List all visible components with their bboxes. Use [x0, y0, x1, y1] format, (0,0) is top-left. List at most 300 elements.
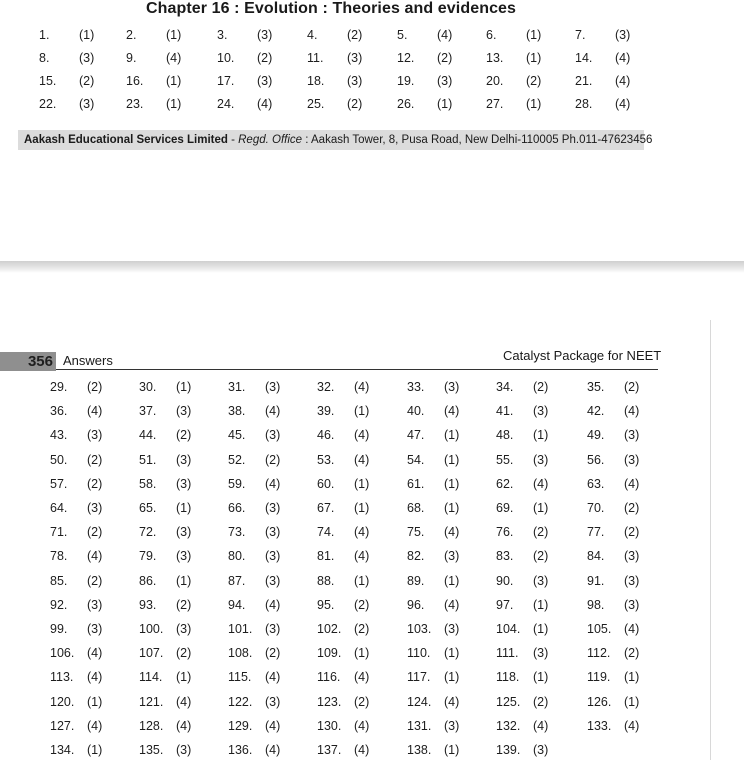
- question-number: 3.: [217, 28, 228, 42]
- answer-cell: [307, 28, 363, 42]
- answer-cell: [397, 51, 453, 65]
- answer-cell: [139, 549, 192, 564]
- question-number: 97.: [496, 597, 514, 612]
- answer-cell: [496, 694, 549, 709]
- question-number: 84.: [587, 549, 605, 564]
- answer-cell: [397, 28, 453, 42]
- answer-option: (2): [87, 452, 103, 467]
- answer-cell: [139, 694, 192, 709]
- question-number: 74.: [317, 525, 335, 540]
- question-number: 78.: [50, 549, 68, 564]
- publisher-footer: [18, 130, 653, 150]
- answer-cell: [217, 97, 273, 111]
- answer-option: (3): [624, 597, 640, 612]
- answer-cell: [39, 97, 95, 111]
- answer-option: (3): [265, 694, 281, 709]
- answer-option: (1): [176, 501, 192, 515]
- chapter-title: Chapter 16 : Evolution : Theories and evidences: [145, 0, 517, 17]
- answer-option: (3): [265, 380, 281, 394]
- question-number: 26.: [397, 97, 415, 111]
- question-number: 50.: [50, 452, 68, 467]
- question-number: 46.: [317, 428, 335, 443]
- answer-option: (4): [437, 28, 453, 42]
- answer-option: (3): [265, 573, 281, 588]
- answer-option: (3): [79, 51, 95, 65]
- answer-cell: [587, 646, 640, 661]
- question-number: 71.: [50, 525, 68, 540]
- question-number: 135.: [139, 743, 164, 757]
- package-label: Catalyst Package for NEET: [503, 348, 662, 363]
- question-number: 25.: [307, 97, 325, 111]
- question-number: 118.: [496, 670, 520, 685]
- question-number: 124.: [407, 694, 432, 709]
- footer-address: : Aakash Tower, 8, Pusa Road, New Delhi-110005 Ph.011-47623456: [302, 134, 653, 146]
- question-number: 86.: [139, 573, 157, 588]
- answer-option: (2): [265, 646, 281, 661]
- answer-option: (3): [624, 452, 640, 467]
- answer-cell: [139, 404, 192, 419]
- question-number: 4.: [307, 28, 318, 42]
- answer-cell: [228, 646, 281, 661]
- question-number: 130.: [317, 718, 342, 733]
- answer-option: (3): [265, 549, 281, 564]
- answer-option: (4): [533, 718, 549, 733]
- answer-cell: [139, 380, 192, 394]
- question-number: 96.: [407, 597, 425, 612]
- answer-option: (1): [444, 646, 460, 661]
- question-number: 72.: [139, 525, 157, 540]
- answer-option: (4): [354, 380, 370, 394]
- answer-cell: [407, 404, 460, 419]
- answer-cell: [407, 549, 460, 564]
- answer-option: (4): [354, 743, 370, 757]
- answer-cell: [50, 573, 103, 588]
- answer-row: [0, 549, 744, 569]
- question-number: 133.: [587, 718, 612, 733]
- answer-cell: [126, 97, 182, 111]
- question-number: 137.: [317, 743, 342, 757]
- answer-option: (3): [257, 74, 273, 88]
- answer-cell: [317, 525, 370, 540]
- answer-cell: [496, 549, 549, 564]
- answer-cell: [50, 646, 103, 661]
- answer-cell: [496, 646, 549, 661]
- question-number: 23.: [126, 97, 144, 111]
- answer-option: (4): [624, 622, 640, 636]
- answer-cell: [496, 476, 549, 491]
- answer-option: (4): [533, 476, 549, 491]
- question-number: 20.: [486, 74, 504, 88]
- question-number: 119.: [587, 670, 611, 685]
- answer-row: [0, 646, 744, 666]
- answer-cell: [587, 428, 640, 443]
- answer-cell: [139, 718, 192, 733]
- answer-row: [0, 404, 744, 424]
- answer-cell: [317, 501, 370, 515]
- footer-dash: -: [227, 134, 239, 146]
- footer-org: Aakash Educational Services Limited: [24, 134, 228, 146]
- answer-option: (1): [444, 428, 460, 443]
- answer-cell: [39, 28, 95, 42]
- answer-option: (1): [444, 573, 460, 588]
- question-number: 31.: [228, 380, 246, 394]
- question-number: 56.: [587, 452, 605, 467]
- answer-row: [0, 380, 744, 400]
- question-number: 22.: [39, 97, 57, 111]
- question-number: 63.: [587, 476, 605, 491]
- answer-cell: [317, 404, 370, 419]
- question-number: 121.: [139, 694, 164, 709]
- question-number: 60.: [317, 476, 335, 491]
- answer-cell: [496, 428, 549, 443]
- question-number: 2.: [126, 28, 137, 42]
- answer-option: (3): [444, 718, 460, 733]
- answer-cell: [317, 718, 370, 733]
- question-number: 107.: [139, 646, 164, 661]
- answer-cell: [496, 743, 549, 757]
- answer-row: [0, 574, 744, 594]
- answer-cell: [50, 694, 103, 709]
- answer-option: (3): [265, 428, 281, 443]
- question-number: 19.: [397, 74, 415, 88]
- question-number: 93.: [139, 597, 157, 612]
- answer-option: (4): [444, 404, 460, 419]
- answer-cell: [307, 97, 363, 111]
- answer-row: [0, 670, 744, 690]
- answer-option: (4): [265, 597, 281, 612]
- answer-cell: [575, 74, 631, 88]
- answer-cell: [139, 622, 192, 636]
- question-number: 10.: [217, 51, 235, 65]
- answer-cell: [587, 452, 640, 467]
- answer-cell: [587, 404, 640, 419]
- answer-cell: [317, 549, 370, 564]
- answer-cell: [228, 743, 281, 757]
- question-number: 34.: [496, 380, 514, 394]
- question-number: 81.: [317, 549, 335, 564]
- answer-cell: [139, 525, 192, 540]
- answer-cell: [307, 51, 363, 65]
- answer-cell: [50, 501, 103, 515]
- answer-option: (2): [624, 380, 640, 394]
- question-number: 94.: [228, 597, 246, 612]
- answer-option: (2): [87, 476, 103, 491]
- answer-option: (3): [265, 525, 281, 540]
- answer-option: (3): [347, 51, 363, 65]
- answer-option: (2): [265, 452, 281, 467]
- answer-option: (4): [624, 404, 640, 419]
- question-number: 27.: [486, 97, 504, 111]
- answer-cell: [587, 476, 640, 491]
- question-number: 52.: [228, 452, 246, 467]
- answer-cell: [496, 452, 549, 467]
- question-number: 120.: [50, 694, 75, 709]
- question-number: 11.: [307, 51, 324, 65]
- question-number: 5.: [397, 28, 408, 42]
- question-number: 104.: [496, 622, 521, 636]
- question-number: 92.: [50, 597, 68, 612]
- answer-cell: [317, 476, 370, 491]
- question-number: 134.: [50, 743, 75, 757]
- answer-option: (1): [354, 646, 370, 661]
- answer-option: (1): [354, 476, 370, 491]
- answer-cell: [50, 525, 103, 540]
- question-number: 131.: [407, 718, 432, 733]
- answer-option: (1): [354, 501, 370, 515]
- answer-cell: [587, 549, 640, 564]
- question-number: 77.: [587, 525, 605, 540]
- answer-cell: [50, 428, 103, 443]
- answer-option: (3): [79, 97, 95, 111]
- answer-option: (3): [533, 452, 549, 467]
- question-number: 65.: [139, 501, 157, 515]
- answer-option: (3): [176, 476, 192, 491]
- answer-cell: [575, 51, 631, 65]
- answer-option: (4): [624, 476, 640, 491]
- answer-option: (1): [533, 501, 549, 515]
- answer-option: (1): [176, 573, 192, 588]
- question-number: 103.: [407, 622, 432, 636]
- answer-option: (2): [533, 525, 549, 540]
- answer-option: (2): [624, 501, 640, 515]
- question-number: 79.: [139, 549, 157, 564]
- question-number: 80.: [228, 549, 246, 564]
- answer-option: (3): [347, 74, 363, 88]
- question-number: 115.: [228, 670, 252, 685]
- answer-option: (1): [526, 28, 542, 42]
- answer-option: (4): [354, 428, 370, 443]
- question-number: 129.: [228, 718, 253, 733]
- answer-cell: [486, 28, 542, 42]
- answer-cell: [139, 597, 192, 612]
- answer-cell: [496, 573, 549, 588]
- answer-cell: [317, 452, 370, 467]
- answer-cell: [317, 670, 370, 685]
- answer-cell: [317, 694, 370, 709]
- answer-cell: [407, 670, 460, 685]
- answer-option: (3): [533, 573, 549, 588]
- answer-option: (2): [533, 694, 549, 709]
- answer-option: (3): [176, 622, 192, 636]
- answer-cell: [575, 97, 631, 111]
- answer-row: [0, 622, 744, 642]
- answer-cell: [587, 573, 640, 588]
- answer-option: (3): [437, 74, 453, 88]
- answer-cell: [139, 501, 192, 515]
- question-number: 41.: [496, 404, 514, 419]
- question-number: 69.: [496, 501, 514, 515]
- question-number: 116.: [317, 670, 341, 685]
- answer-option: (4): [615, 74, 631, 88]
- question-number: 76.: [496, 525, 514, 540]
- question-number: 73.: [228, 525, 246, 540]
- question-number: 15.: [39, 74, 57, 88]
- question-number: 68.: [407, 501, 425, 515]
- answer-option: (2): [87, 525, 103, 540]
- answer-option: (1): [87, 694, 103, 709]
- answer-option: (1): [533, 428, 549, 443]
- question-number: 7.: [575, 28, 586, 42]
- answer-cell: [228, 573, 281, 588]
- answer-cell: [407, 743, 460, 757]
- answer-option: (3): [533, 646, 549, 661]
- answer-option: (1): [437, 97, 453, 111]
- answer-option: (2): [354, 622, 370, 636]
- top-page: [0, 0, 744, 262]
- answer-row: [0, 743, 744, 763]
- answer-option: (4): [87, 549, 103, 564]
- answer-cell: [317, 646, 370, 661]
- answer-option: (4): [444, 597, 460, 612]
- answer-cell: [317, 573, 370, 588]
- answer-cell: [217, 74, 273, 88]
- answer-row: [0, 695, 744, 715]
- answer-cell: [139, 573, 192, 588]
- answer-cell: [407, 718, 460, 733]
- answer-option: (1): [444, 501, 460, 515]
- answer-option: (3): [87, 597, 103, 612]
- answer-cell: [496, 404, 549, 419]
- question-number: 113.: [50, 670, 74, 685]
- answer-row: [0, 28, 744, 48]
- answer-cell: [139, 476, 192, 491]
- question-number: 45.: [228, 428, 246, 443]
- answer-cell: [575, 28, 631, 42]
- answer-cell: [50, 622, 103, 636]
- question-number: 88.: [317, 573, 335, 588]
- question-number: 9.: [126, 51, 137, 65]
- answer-option: (4): [87, 670, 103, 685]
- answer-option: (1): [354, 573, 370, 588]
- answer-cell: [496, 380, 549, 394]
- answer-row: [0, 97, 744, 117]
- question-number: 82.: [407, 549, 425, 564]
- answer-option: (1): [624, 694, 640, 709]
- question-number: 108.: [228, 646, 253, 661]
- answer-option: (3): [444, 380, 460, 394]
- question-number: 89.: [407, 573, 425, 588]
- answer-option: (1): [87, 743, 103, 757]
- question-number: 29.: [50, 380, 68, 394]
- answer-cell: [397, 74, 453, 88]
- answer-option: (1): [533, 597, 549, 612]
- answer-option: (3): [176, 452, 192, 467]
- question-number: 122.: [228, 694, 253, 709]
- answer-option: (3): [265, 622, 281, 636]
- answer-cell: [587, 597, 640, 612]
- answer-cell: [486, 74, 542, 88]
- answer-cell: [587, 694, 640, 709]
- answer-cell: [496, 670, 549, 685]
- answer-cell: [407, 622, 460, 636]
- answer-cell: [407, 452, 460, 467]
- answer-row: [0, 525, 744, 545]
- answer-option: (2): [624, 525, 640, 540]
- question-number: 90.: [496, 573, 514, 588]
- answer-cell: [407, 380, 460, 394]
- question-number: 1.: [39, 28, 50, 42]
- answer-cell: [317, 622, 370, 636]
- question-number: 123.: [317, 694, 342, 709]
- answer-cell: [496, 525, 549, 540]
- question-number: 138.: [407, 743, 432, 757]
- question-number: 70.: [587, 501, 605, 515]
- answer-option: (3): [176, 525, 192, 540]
- question-number: 117.: [407, 670, 431, 685]
- question-number: 109.: [317, 646, 342, 661]
- answer-cell: [228, 380, 281, 394]
- answer-cell: [486, 97, 542, 111]
- answer-cell: [50, 743, 103, 757]
- answer-option: (3): [444, 622, 460, 636]
- answer-cell: [126, 74, 182, 88]
- answer-cell: [228, 597, 281, 612]
- question-number: 6.: [486, 28, 497, 42]
- answer-option: (2): [354, 694, 370, 709]
- page-separator: [0, 261, 744, 273]
- question-number: 18.: [307, 74, 325, 88]
- answer-row: [0, 598, 744, 618]
- answer-row: [0, 477, 744, 497]
- answer-option: (3): [624, 573, 640, 588]
- question-number: 48.: [496, 428, 514, 443]
- answer-option: (2): [347, 97, 363, 111]
- answer-cell: [139, 670, 192, 685]
- answer-cell: [317, 380, 370, 394]
- answer-option: (1): [166, 97, 182, 111]
- question-number: 14.: [575, 51, 593, 65]
- answer-row: [0, 74, 744, 94]
- answer-row: [0, 428, 744, 448]
- answer-cell: [228, 525, 281, 540]
- question-number: 91.: [587, 573, 605, 588]
- answer-option: (1): [444, 476, 460, 491]
- answer-cell: [317, 743, 370, 757]
- question-number: 106.: [50, 646, 75, 661]
- answer-option: (1): [533, 622, 549, 636]
- question-number: 87.: [228, 573, 246, 588]
- question-number: 98.: [587, 597, 605, 612]
- answer-cell: [486, 51, 542, 65]
- answer-cell: [139, 428, 192, 443]
- answer-cell: [139, 646, 192, 661]
- question-number: 30.: [139, 380, 157, 394]
- answer-option: (4): [265, 718, 281, 733]
- question-number: 114.: [139, 670, 163, 685]
- answer-option: (4): [354, 549, 370, 564]
- page-number: 356: [0, 352, 56, 371]
- question-number: 21.: [575, 74, 593, 88]
- answer-option: (3): [87, 622, 103, 636]
- answer-option: (3): [615, 28, 631, 42]
- answer-option: (3): [624, 549, 640, 564]
- question-number: 32.: [317, 380, 335, 394]
- answer-cell: [50, 549, 103, 564]
- answer-option: (2): [257, 51, 273, 65]
- question-number: 102.: [317, 622, 342, 636]
- answer-cell: [407, 573, 460, 588]
- answer-option: (2): [354, 597, 370, 612]
- question-number: 110.: [407, 646, 431, 661]
- answer-cell: [126, 51, 182, 65]
- answer-option: (1): [624, 670, 640, 685]
- question-number: 95.: [317, 597, 335, 612]
- footer-regd: Regd. Office: [238, 134, 303, 146]
- answer-option: (4): [176, 718, 192, 733]
- answer-option: (1): [166, 28, 182, 42]
- answer-option: (2): [87, 573, 103, 588]
- question-number: 100.: [139, 622, 164, 636]
